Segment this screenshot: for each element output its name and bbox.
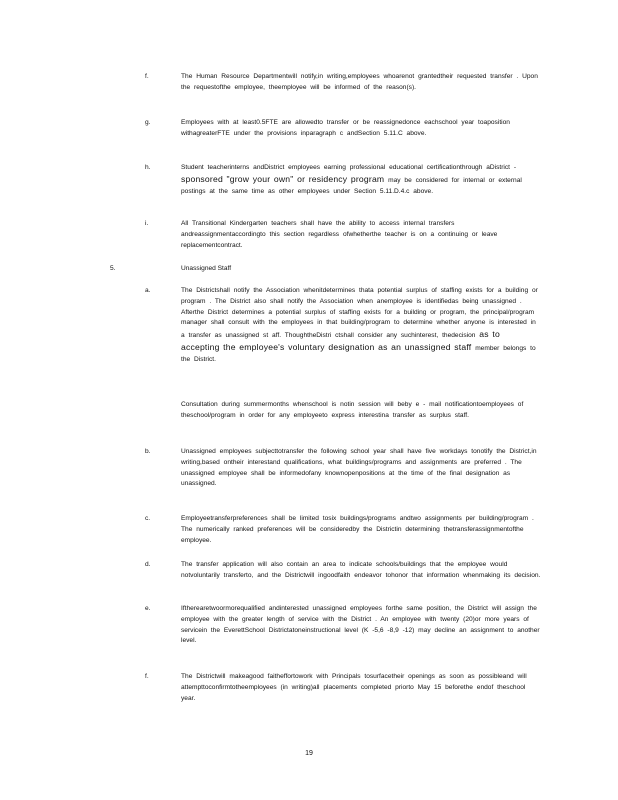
item-text-h-emphasis: sponsored "grow your own" or residency program [181,173,385,184]
item-text-g: Employees with at least0.5FTE are allowedto transfer or be reassignedonce eachschool year toaposition withagreaterFTE under the provisions inparagraph c andSection 5.11.C above. [181,119,510,137]
sub-item-text-a-part-b: member belongs to the District. [181,344,536,363]
item-text-i: All Transitional Kindergarten teachers shall have the ability to access internal transfers andreassignmentaccordingto this section regardless ofwhetherthe teacher is on a continuing or leave replacementcontract. [181,220,498,249]
item-text-h-part-a: Student teacherinterns andDistrict employees earning professional educational certificationthrough aDistrict - [181,164,517,171]
sub-item-text-f: The Districtwill makeagood faitheffortowork with Principals tosurfacetheir openings as soon as possibleand will attempttoconfirmtotheemployees (in writing)all placements completed priorto May 15 beforethe endof theschool year. [181,673,527,702]
consultation-paragraph: Consultation during summermonths whenschool is notin session will beby e - mail notificationtoemployees of theschool/program in order for any employeeto express interestina transfer as surplus staff. [181,401,524,419]
item-label-g: g. [145,119,151,126]
sub-item-label-d: d. [145,561,151,568]
section-number: 5. [110,265,116,272]
page-number: 19 [305,750,313,757]
sub-item-label-b: b. [145,448,151,455]
sub-item-text-b: Unassigned employees subjecttotransfer the following school year shall have five workdays tonotify the District,in writing,based ontheir interestand qualifications, what buildings/programs and assignments are preferred . The unassigned employee shall be informedofany knownopenpositions at the time of the final designation as unassigned. [181,448,537,488]
item-text-h [181,163,541,197]
sub-item-label-c: c. [145,515,151,522]
item-label-h: h. [145,164,151,171]
sub-item-label-f: f. [145,673,149,680]
sub-item-label-a: a. [145,287,151,294]
sub-item-text-a-emphasis: as to accepting the employee's voluntary designation as an unassigned staff [181,329,500,352]
sub-item-text-c: Employeetransferpreferences shall be limited tosix buildings/programs andtwo assignments per building/program . The numerically ranked preferences will be consideredby the Districtin determining thetransferassignmentofthe employee. [181,515,534,544]
sub-item-label-e: e. [145,605,151,612]
item-text-h-part-b: may be considered for internal or external postings at the same time as other employees under Section 5.11.D.4.c above. [181,176,522,195]
item-text-f: The Human Resource Departmentwill notify,in writing,employees whoarenot grantedtheir requested transfer . Upon the requestofthe employee, theemployee will be informed of the reason(s). [181,73,538,91]
sub-item-text-a-part-a: The Districtshall notify the Association whenitdetermines thata potential surplus of staffing exists for a building or program . The District also shall notify the Association when anemployee is identifiedas being unassigned . Afterthe District determines a potential surplus of staffing exists for a building or program, the principal/program manager shall consult with the employees in that building/program to determine whether anyone is interested in a transfer as unassigned st aff. ThoughtheDistri ctshall consider any suchinterest, thedecision [181,287,538,340]
sub-item-text-e: Iftherearetwoormorequalified andinterested unassigned employees forthe same position, the District will assign the employee with the greater length of service with the District . An employee with twenty (20)or more years of servicein the EverettSchool Districtatoneinstructional level (K -5,6 -8,9 -12) may decline an assignment to another level. [181,605,540,645]
sub-item-text-a [181,286,541,366]
section-title: Unassigned Staff [181,265,232,272]
item-label-i: i. [145,220,149,227]
item-label-f: f. [145,73,149,80]
sub-item-text-d: The transfer application will also contain an area to indicate schools/buildings that the employee would notvoluntarily transferto, and the Districtwill ingoodfaith endeavor tohonor that information whenmaking its decision. [181,561,541,579]
